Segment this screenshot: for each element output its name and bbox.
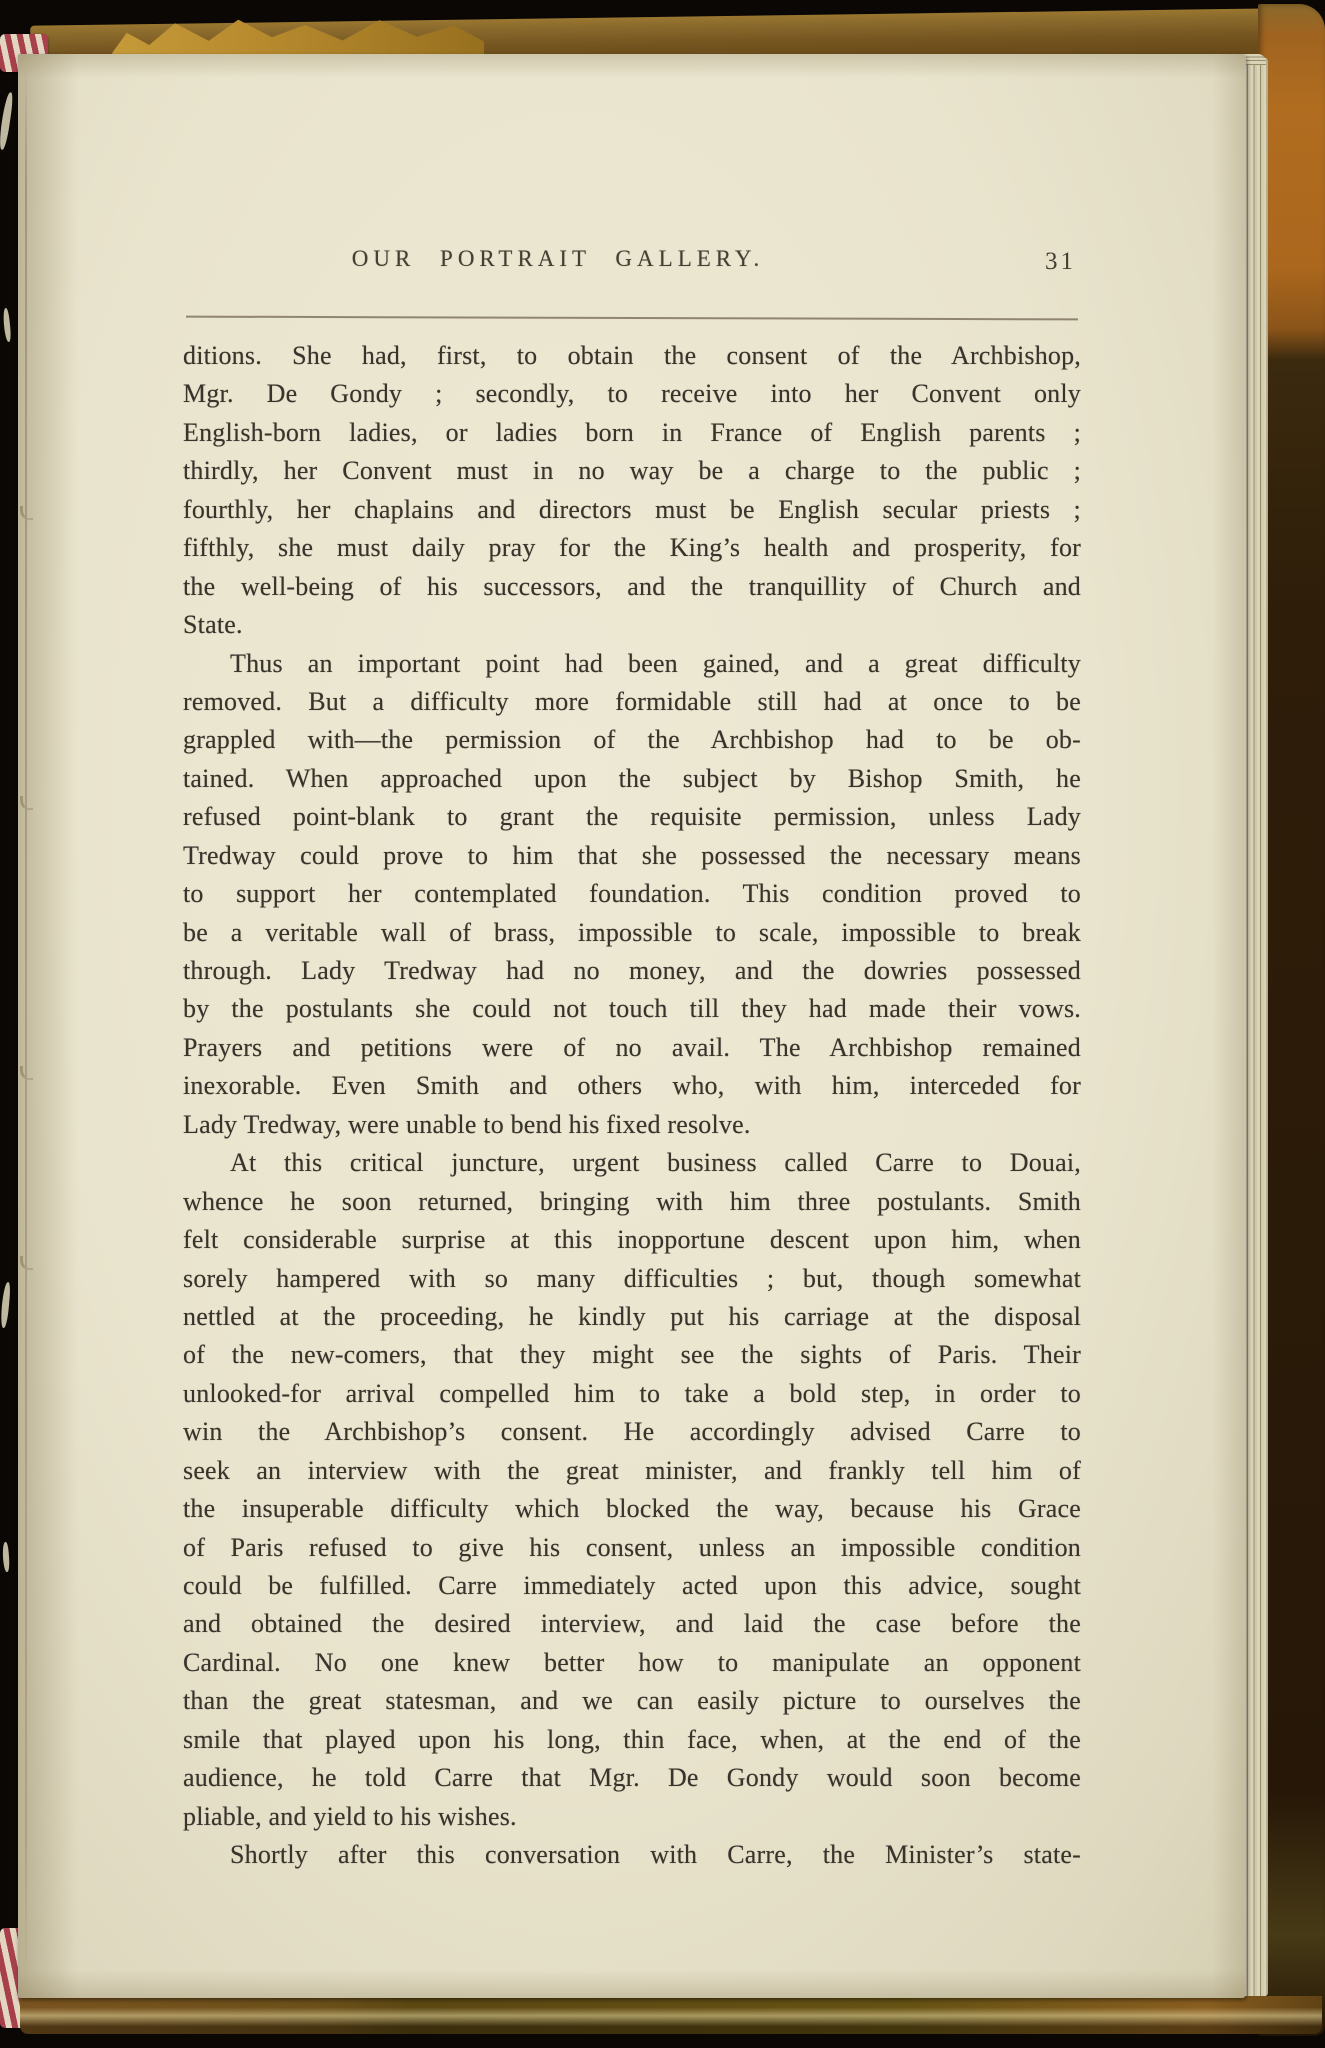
text-line: to support her contemplated foundation. This condition proved to xyxy=(183,879,1081,909)
text-line: ditions. She had, first, to obtain the consent of the Archbishop, xyxy=(183,341,1081,370)
text-line: thirdly, her Convent must in no way be a charge to the public ; xyxy=(183,456,1081,486)
spine-page-edge-mark xyxy=(0,92,14,151)
sewing-knot xyxy=(20,506,33,520)
sewing-knot xyxy=(20,1256,33,1270)
sewing-knot xyxy=(20,796,33,810)
page-gutter-fold xyxy=(25,66,27,1988)
text-line: and obtained the desired interview, and laid the case before the xyxy=(183,1609,1081,1639)
text-line: Prayers and petitions were of no avail. The Archbishop remained xyxy=(183,1032,1081,1062)
text-line: Lady Tredway, were unable to bend his fixed resolve. xyxy=(183,1109,751,1139)
text-line: unlooked-for arrival compelled him to take a bold step, in order to xyxy=(183,1378,1081,1408)
spine-page-edge-mark xyxy=(0,1282,11,1328)
sewing-knot xyxy=(20,1066,33,1080)
text-line: Tredway could prove to him that she possessed the necessary means xyxy=(183,840,1081,870)
text-line: refused point-blank to grant the requisite permission, unless Lady xyxy=(183,802,1081,832)
header-rule xyxy=(186,316,1078,321)
text-line: through. Lady Tredway had no money, and the dowries possessed xyxy=(183,956,1081,985)
text-line: the insuperable difficulty which blocked the way, because his Grace xyxy=(183,1494,1081,1524)
text-line: sorely hampered with so many difficulties ; but, though somewhat xyxy=(183,1263,1081,1293)
text-line: of the new-comers, that they might see the sights of Paris. Their xyxy=(183,1340,1081,1370)
text-line: win the Archbishop’s consent. He accordingly advised Carre to xyxy=(183,1417,1081,1447)
text-line: English-born ladies, or ladies born in France of English parents ; xyxy=(183,417,1081,447)
spine-page-edge-mark xyxy=(2,308,12,342)
text-line: smile that played upon his long, thin face, when, at the end of the xyxy=(183,1724,1081,1754)
spine-page-edge-mark xyxy=(2,1542,10,1572)
text-line: audience, he told Carre that Mgr. De Gondy would soon become xyxy=(183,1763,1081,1793)
text-line: pliable, and yield to his wishes. xyxy=(183,1801,517,1831)
text-line: Mgr. De Gondy ; secondly, to receive into her Convent only xyxy=(183,379,1081,409)
book-cover-right-edge xyxy=(1258,4,1325,2036)
text-line: At this critical juncture, urgent business called Carre to Douai, xyxy=(230,1148,1081,1178)
text-line: Cardinal. No one knew better how to manipulate an opponent xyxy=(183,1647,1081,1677)
text-line: than the great statesman, and we can easily picture to ourselves the xyxy=(183,1686,1081,1716)
book-page xyxy=(18,54,1246,1998)
text-line: Thus an important point had been gained, and a great difficulty xyxy=(230,648,1081,678)
text-line: seek an interview with the great minister, and frankly tell him of xyxy=(183,1455,1081,1485)
page-header-title: OUR PORTRAIT GALLERY. xyxy=(351,246,765,271)
text-line: grappled with—the permission of the Archbishop had to be ob- xyxy=(183,725,1081,755)
text-line: of Paris refused to give his consent, unless an impossible condition xyxy=(183,1532,1081,1562)
text-line: tained. When approached upon the subject by Bishop Smith, he xyxy=(183,763,1081,793)
book-cover-bottom-edge xyxy=(20,1996,1322,2034)
text-line: Shortly after this conversation with Carre, the Minister’s state- xyxy=(230,1840,1081,1870)
text-line: fifthly, she must daily pray for the King’s health and prosperity, for xyxy=(183,533,1081,563)
text-line: felt considerable surprise at this inopportune descent upon him, when xyxy=(183,1225,1081,1255)
page-stack-edges-right xyxy=(1244,58,1268,1996)
text-line: fourthly, her chaplains and directors must be English secular priests ; xyxy=(183,494,1081,524)
text-line: inexorable. Even Smith and others who, with him, interceded for xyxy=(183,1071,1081,1101)
text-line: nettled at the proceeding, he kindly put his carriage at the disposal xyxy=(183,1301,1081,1331)
text-line: removed. But a difficulty more formidable still had at once to be xyxy=(183,686,1081,716)
text-line: State. xyxy=(183,610,243,640)
page-number: 31 xyxy=(1045,248,1076,275)
text-line: by the postulants she could not touch till they had made their vows. xyxy=(183,994,1081,1024)
text-line: could be fulfilled. Carre immediately acted upon this advice, sought xyxy=(183,1571,1081,1600)
text-line: be a veritable wall of brass, impossible to scale, impossible to break xyxy=(183,917,1081,947)
text-block xyxy=(183,337,1081,1875)
text-line: the well-being of his successors, and the tranquillity of Church and xyxy=(183,571,1081,601)
text-line: whence he soon returned, bringing with him three postulants. Smith xyxy=(183,1186,1081,1216)
